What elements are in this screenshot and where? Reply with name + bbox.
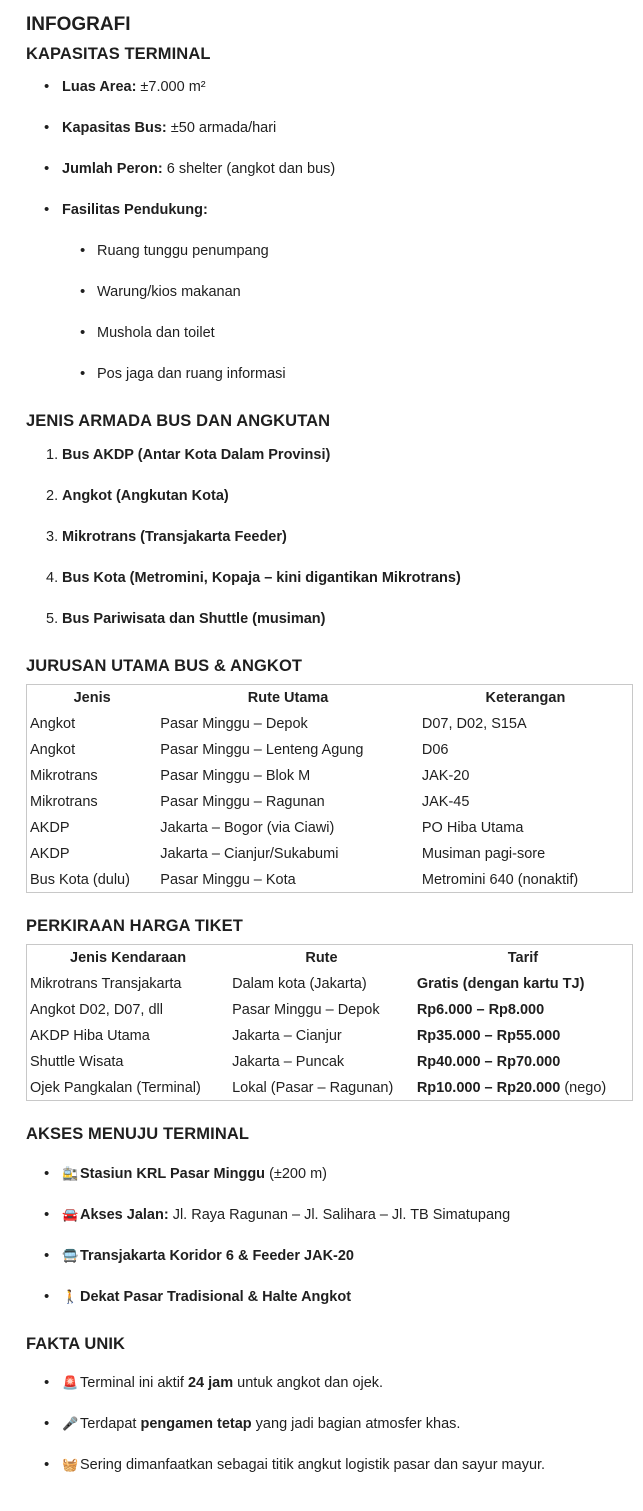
table-row bbox=[27, 970, 633, 996]
item-label: Mikrotrans (Transjakarta Feeder) bbox=[62, 529, 287, 545]
table-cell: Lokal (Pasar – Ragunan) bbox=[232, 1079, 394, 1096]
column-header: Jenis bbox=[73, 690, 111, 706]
armada-heading: JENIS ARMADA BUS DAN ANGKUTAN bbox=[26, 412, 331, 430]
item-number: 2. bbox=[46, 488, 59, 504]
list-item bbox=[26, 569, 633, 587]
list-item bbox=[26, 78, 633, 96]
list-item bbox=[26, 119, 633, 137]
item-value: ±50 armada/hari bbox=[166, 120, 277, 136]
column-header: Tarif bbox=[507, 950, 539, 966]
fakta-list bbox=[26, 1374, 633, 1474]
table-cell: Angkot bbox=[30, 715, 76, 732]
kapasitas-list bbox=[26, 78, 633, 383]
basket-icon: 🧺 bbox=[62, 1457, 79, 1472]
list-item bbox=[26, 160, 633, 178]
bus-icon: 🚍 bbox=[62, 1248, 79, 1263]
jurusan-heading: JURUSAN UTAMA BUS & ANGKOT bbox=[26, 657, 303, 675]
table-row bbox=[27, 1022, 633, 1048]
list-item bbox=[26, 528, 633, 546]
table-cell: Musiman pagi-sore bbox=[421, 845, 546, 862]
table-cell: Bus Kota (dulu) bbox=[30, 871, 130, 888]
table-cell: Pasar Minggu – Kota bbox=[160, 871, 296, 888]
tarif-note: (nego) bbox=[560, 1079, 607, 1096]
akses-heading: AKSES MENUJU TERMINAL bbox=[26, 1125, 250, 1143]
table-cell: Jakarta – Bogor (via Ciawi) bbox=[160, 819, 335, 836]
tarif-value: Rp40.000 – Rp70.000 bbox=[416, 1053, 561, 1070]
table-cell: Pasar Minggu – Depok bbox=[160, 715, 308, 732]
table-cell: Mikrotrans Transjakarta bbox=[30, 975, 182, 992]
table-cell: AKDP bbox=[30, 819, 70, 836]
table-header-row bbox=[27, 685, 633, 711]
table-cell bbox=[414, 1048, 633, 1074]
table-cell: Angkot D02, D07, dll bbox=[30, 1001, 163, 1018]
item-text: Sering dimanfaatkan sebagai titik angkut logistik pasar dan sayur mayur. bbox=[80, 1457, 546, 1473]
item-label: Bus AKDP (Antar Kota Dalam Provinsi) bbox=[62, 447, 331, 463]
item-label: Bus Kota (Metromini, Kopaja – kini digantikan Mikrotrans) bbox=[62, 570, 461, 586]
table-cell: Shuttle Wisata bbox=[30, 1053, 124, 1070]
table-cell bbox=[414, 996, 633, 1022]
table-cell: Jakarta – Cianjur/Sukabumi bbox=[160, 845, 339, 862]
list-item bbox=[26, 1288, 633, 1306]
list-item bbox=[26, 1206, 633, 1224]
list-item bbox=[26, 1456, 633, 1474]
column-header: Rute Utama bbox=[247, 690, 329, 706]
table-row bbox=[27, 736, 633, 762]
item-label: Bus Pariwisata dan Shuttle (musiman) bbox=[62, 611, 326, 627]
table-row bbox=[27, 866, 633, 893]
table-cell: Ojek Pangkalan (Terminal) bbox=[30, 1079, 201, 1096]
table-cell: D07, D02, S15A bbox=[421, 715, 527, 732]
table-row bbox=[27, 710, 633, 736]
list-item bbox=[26, 1415, 633, 1433]
table-cell: Pasar Minggu – Blok M bbox=[160, 767, 311, 784]
jurusan-table bbox=[26, 684, 633, 893]
table-row bbox=[27, 788, 633, 814]
list-item bbox=[26, 446, 633, 464]
table-row bbox=[27, 762, 633, 788]
item-label: Jumlah Peron: bbox=[62, 161, 163, 177]
item-value: 6 shelter (angkot dan bus) bbox=[162, 161, 336, 177]
tarif-value: Rp35.000 – Rp55.000 bbox=[416, 1027, 561, 1044]
item-label: Stasiun KRL Pasar Minggu bbox=[80, 1166, 266, 1182]
tarif-value: Rp10.000 – Rp20.000 bbox=[416, 1079, 561, 1096]
sub-list-item: • Pos jaga dan ruang informasi bbox=[26, 365, 633, 383]
list-item bbox=[26, 1374, 633, 1392]
list-item bbox=[26, 1165, 633, 1183]
table-row bbox=[27, 996, 633, 1022]
train-station-icon: 🚉 bbox=[62, 1166, 79, 1181]
table-row bbox=[27, 1048, 633, 1074]
table-cell: Pasar Minggu – Depok bbox=[232, 1001, 380, 1018]
item-number: 5. bbox=[46, 611, 59, 627]
table-cell: Metromini 640 (nonaktif) bbox=[421, 871, 579, 888]
item-text: Terminal ini aktif bbox=[80, 1375, 188, 1391]
item-text: Terdapat bbox=[80, 1416, 141, 1432]
kapasitas-heading: KAPASITAS TERMINAL bbox=[26, 45, 211, 63]
item-emphasis: pengamen tetap bbox=[140, 1416, 252, 1432]
harga-heading: PERKIRAAN HARGA TIKET bbox=[26, 917, 243, 935]
list-item bbox=[26, 487, 633, 505]
table-cell: D06 bbox=[421, 741, 449, 758]
item-label: Fasilitas Pendukung: bbox=[62, 202, 208, 218]
table-cell: JAK-45 bbox=[421, 793, 470, 810]
item-label: Luas Area: bbox=[62, 79, 137, 95]
table-cell: Mikrotrans bbox=[30, 767, 98, 784]
table-cell bbox=[414, 1074, 633, 1101]
page-title: INFOGRAFI bbox=[26, 14, 131, 35]
column-header: Jenis Kendaraan bbox=[70, 950, 187, 966]
car-icon: 🚘 bbox=[62, 1207, 79, 1222]
item-label: Transjakarta Koridor 6 & Feeder JAK-20 bbox=[80, 1248, 354, 1264]
pedestrian-icon: 🚶 bbox=[62, 1289, 79, 1304]
sub-list-item: • Mushola dan toilet bbox=[26, 324, 633, 342]
item-text: yang jadi bagian atmosfer khas. bbox=[251, 1416, 461, 1432]
sub-list-item: • Ruang tunggu penumpang bbox=[26, 242, 633, 260]
akses-list bbox=[26, 1165, 633, 1306]
item-label: Kapasitas Bus: bbox=[62, 120, 167, 136]
item-emphasis: 24 jam bbox=[187, 1375, 234, 1391]
tarif-value: Gratis (dengan kartu TJ) bbox=[416, 975, 585, 992]
table-cell: Mikrotrans bbox=[30, 793, 98, 810]
table-row bbox=[27, 1074, 633, 1101]
table-cell: Pasar Minggu – Lenteng Agung bbox=[160, 741, 364, 758]
sub-list-item: • Warung/kios makanan bbox=[26, 283, 633, 301]
item-value: Jl. Raya Ragunan – Jl. Salihara – Jl. TB Simatupang bbox=[168, 1207, 511, 1223]
table-row bbox=[27, 814, 633, 840]
item-label: Angkot (Angkutan Kota) bbox=[62, 488, 229, 504]
table-cell: AKDP bbox=[30, 845, 70, 862]
item-text: untuk angkot dan ojek. bbox=[233, 1375, 384, 1391]
item-number: 1. bbox=[46, 447, 59, 463]
harga-table bbox=[26, 944, 633, 1101]
table-cell: Jakarta – Puncak bbox=[232, 1053, 345, 1070]
item-number: 3. bbox=[46, 529, 59, 545]
table-cell: Dalam kota (Jakarta) bbox=[232, 975, 367, 992]
table-cell bbox=[414, 970, 633, 996]
table-cell: Jakarta – Cianjur bbox=[232, 1027, 342, 1044]
microphone-icon: 🎤 bbox=[62, 1416, 79, 1431]
item-value: (±200 m) bbox=[265, 1166, 327, 1182]
table-cell: PO Hiba Utama bbox=[421, 819, 524, 836]
list-item bbox=[26, 1247, 633, 1265]
tarif-value: Rp6.000 – Rp8.000 bbox=[416, 1001, 545, 1018]
item-label: Akses Jalan: bbox=[80, 1207, 169, 1223]
item-value: ±7.000 m² bbox=[136, 79, 206, 95]
fakta-heading: FAKTA UNIK bbox=[26, 1335, 126, 1353]
siren-icon: 🚨 bbox=[62, 1375, 79, 1390]
column-header: Keterangan bbox=[485, 690, 566, 706]
table-header-row bbox=[27, 945, 633, 971]
column-header: Rute bbox=[305, 950, 338, 966]
table-cell: Angkot bbox=[30, 741, 76, 758]
list-item bbox=[26, 201, 633, 219]
list-item bbox=[26, 610, 633, 628]
item-number: 4. bbox=[46, 570, 59, 586]
table-cell: Pasar Minggu – Ragunan bbox=[160, 793, 325, 810]
table-cell: JAK-20 bbox=[421, 767, 470, 784]
armada-list bbox=[26, 446, 633, 628]
item-label: Dekat Pasar Tradisional & Halte Angkot bbox=[80, 1289, 352, 1305]
table-row bbox=[27, 840, 633, 866]
table-cell: AKDP Hiba Utama bbox=[30, 1027, 150, 1044]
table-cell bbox=[414, 1022, 633, 1048]
